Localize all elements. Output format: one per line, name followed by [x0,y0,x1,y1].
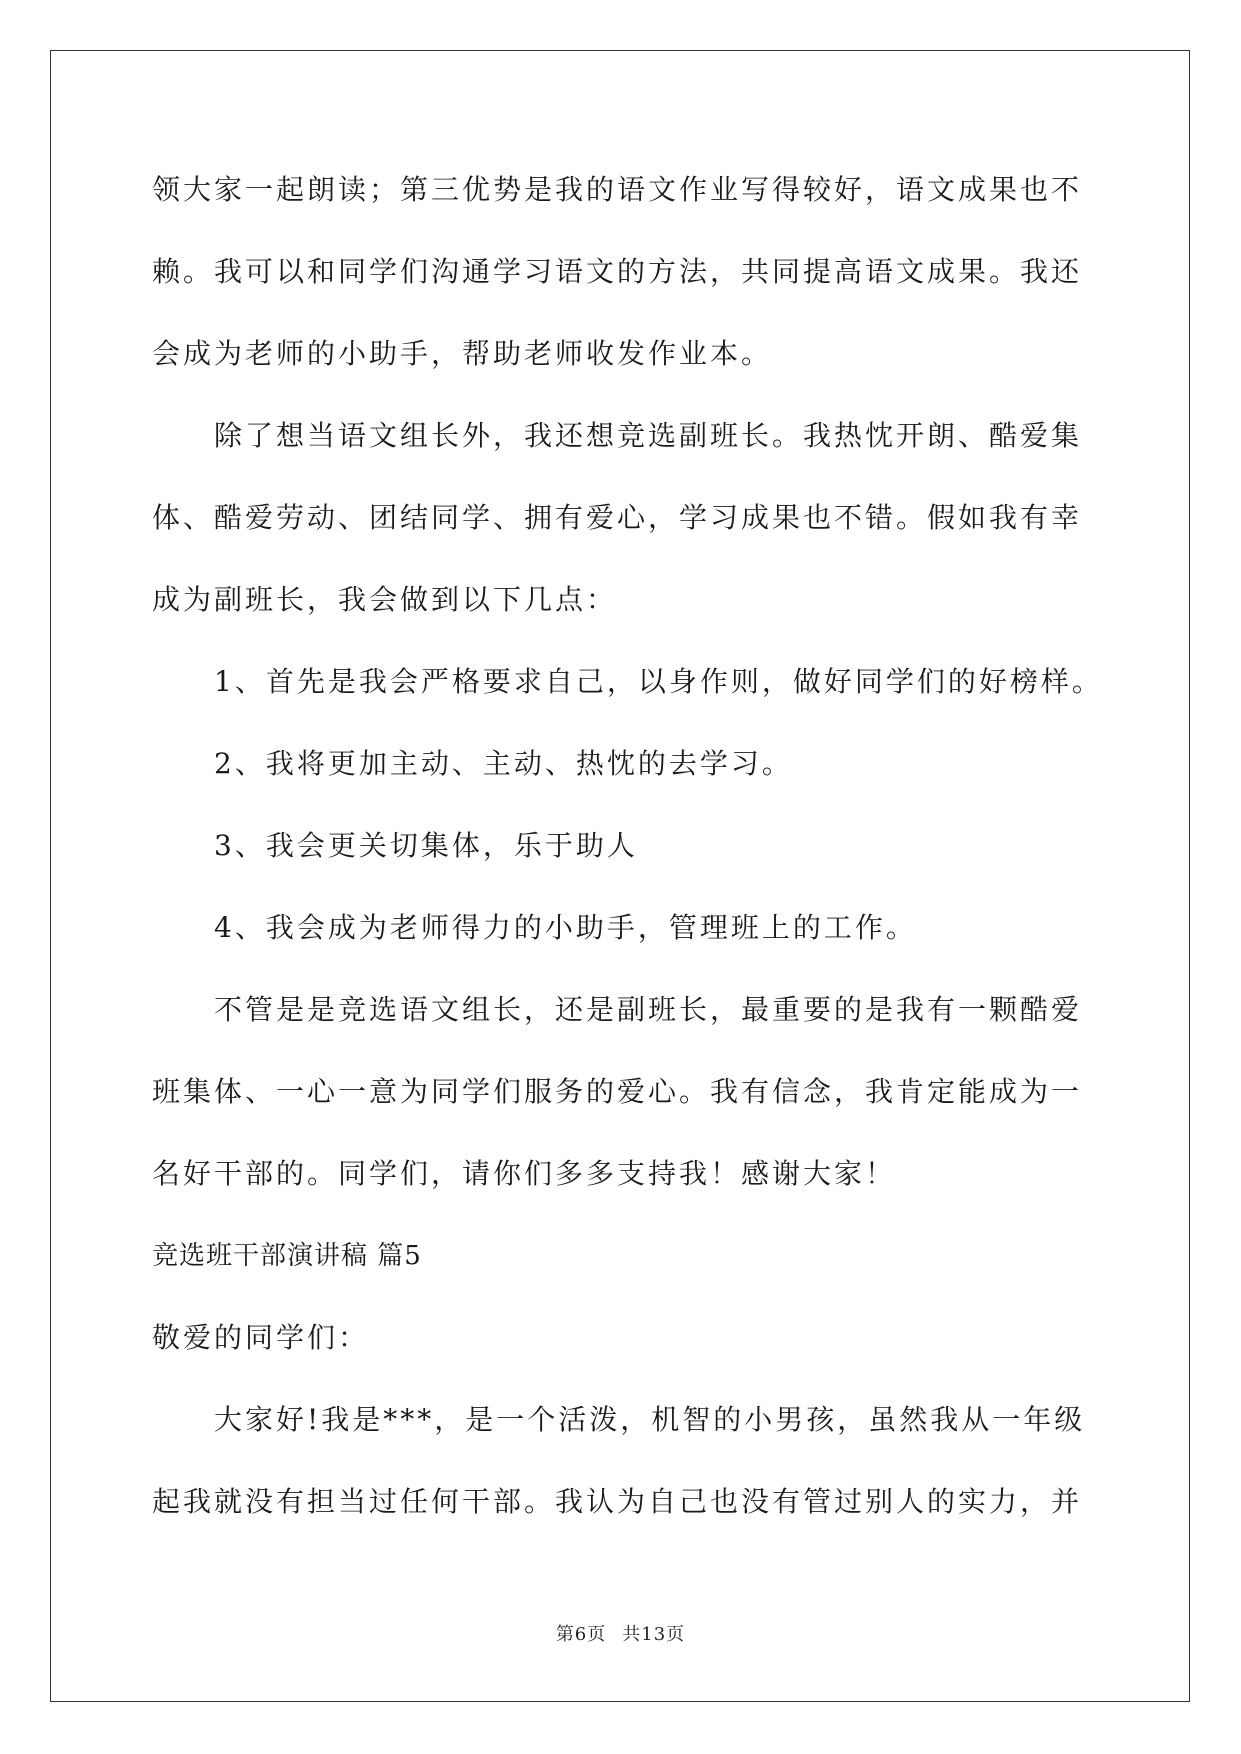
text-line: 起我就没有担当过任何干部。我认为自己也没有管过别人的实力，并 [152,1485,1083,1518]
salutation: 敬爱的同学们： [152,1321,370,1354]
list-item: 3、我会更关切集体，乐于助人 [214,829,638,862]
paragraph-start: 不管是是竞选语文组长，还是副班长，最重要的是我有一颗酷爱 [214,993,1083,1026]
paragraph-start: 大家好!我是***，是一个活泼，机智的小男孩，虽然我从一年级 [214,1403,1086,1436]
text-line: 班集体、一心一意为同学们服务的爱心。我有信念，我肯定能成为一 [152,1075,1083,1108]
list-item: 1、首先是我会严格要求自己，以身作则，做好同学们的好榜样。 [214,665,1103,698]
page-footer [0,1620,1241,1646]
page-number: 第6页 [555,1624,607,1645]
list-item: 4、我会成为老师得力的小助手，管理班上的工作。 [214,911,917,944]
document-body [152,160,1103,1554]
text-line: 领大家一起朗读；第三优势是我的语文作业写得较好，语文成果也不 [152,173,1083,206]
page-total: 共13页 [622,1624,686,1645]
text-line: 会成为老师的小助手，帮助老师收发作业本。 [152,337,773,370]
list-item: 2、我将更加主动、主动、热忱的去学习。 [214,747,793,780]
text-line: 赖。我可以和同学们沟通学习语文的方法，共同提高语文成果。我还 [152,255,1083,288]
section-heading: 竞选班干部演讲稿 篇5 [152,1241,422,1271]
paragraph-start: 除了想当语文组长外，我还想竞选副班长。我热忱开朗、酷爱集 [214,419,1083,452]
text-line: 名好干部的。同学们，请你们多多支持我！感谢大家！ [152,1157,897,1190]
text-line: 成为副班长，我会做到以下几点： [152,583,618,616]
text-line: 体、酷爱劳动、团结同学、拥有爱心，学习成果也不错。假如我有幸 [152,501,1083,534]
